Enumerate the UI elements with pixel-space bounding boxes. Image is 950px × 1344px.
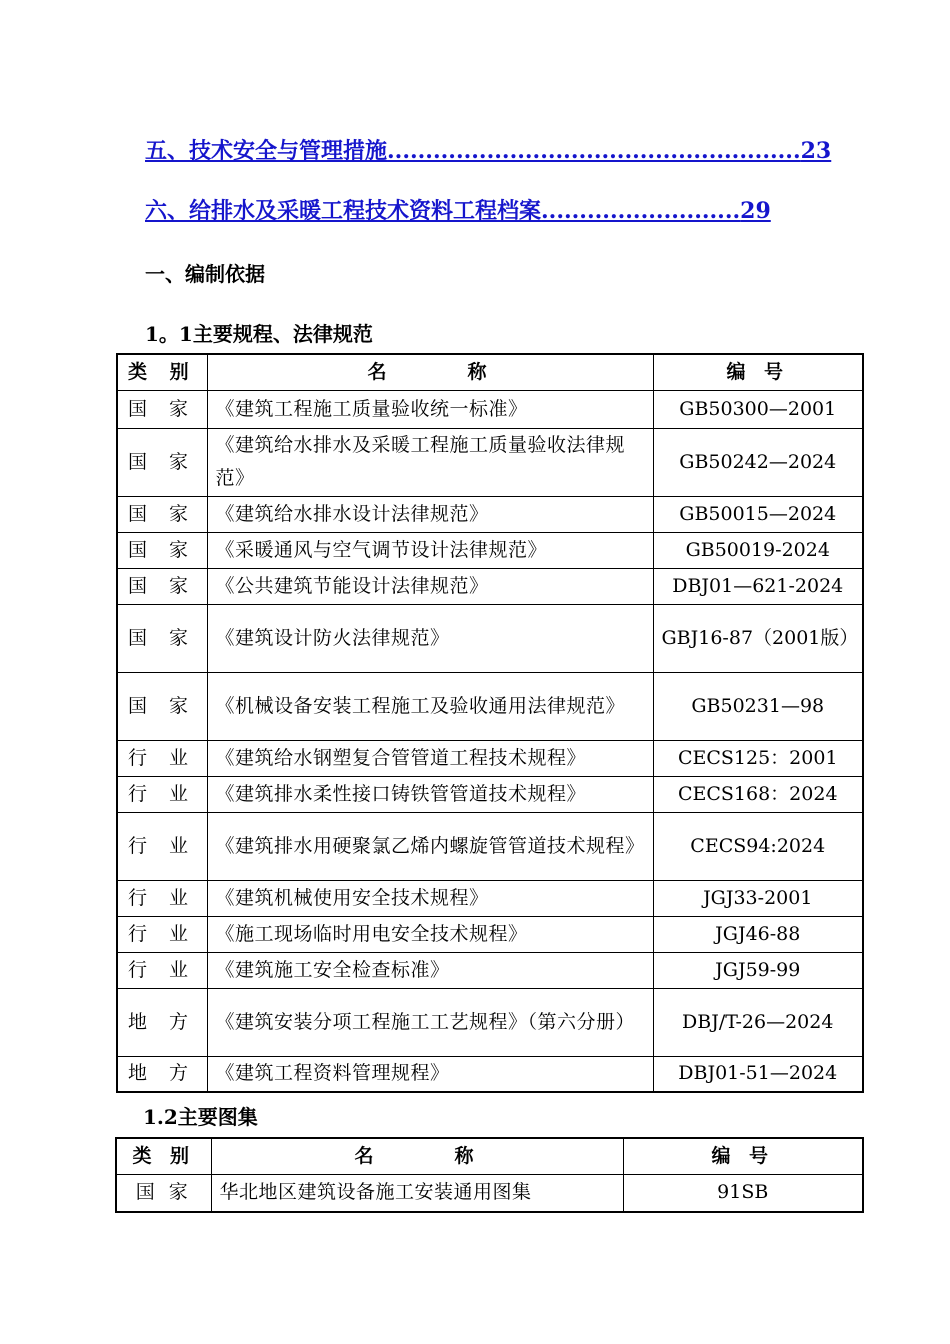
- table-row: [117, 428, 863, 496]
- name-cell: 《建筑给水排水设计法律规范》: [207, 496, 653, 532]
- name-cell: 《建筑排水柔性接口铸铁管管道技术规程》: [207, 776, 653, 812]
- code-cell: GB50231—98: [653, 672, 863, 740]
- header-name: 名 称: [211, 1138, 623, 1174]
- toc-dots: ......................................................: [387, 138, 801, 164]
- code-cell: GBJ16-87（2001版）: [653, 604, 863, 672]
- table-header-row: [117, 354, 863, 390]
- code-cell: JGJ33-2001: [653, 880, 863, 916]
- code-cell: CECS125：2001: [653, 740, 863, 776]
- table-row: [117, 988, 863, 1056]
- subsection-title-regulations: 1。1主要规程、法律规范: [145, 322, 373, 346]
- header-code: 编 号: [653, 354, 863, 390]
- code-cell: DBJ01-51—2024: [653, 1056, 863, 1092]
- table-row: [117, 532, 863, 568]
- name-cell: 《建筑机械使用安全技术规程》: [207, 880, 653, 916]
- name-cell: 《建筑给水钢塑复合管管道工程技术规程》: [207, 740, 653, 776]
- name-cell: 《建筑给水排水及采暖工程施工质量验收法律规范》: [207, 428, 653, 496]
- subsection-title-atlases: 1.2主要图集: [143, 1105, 258, 1129]
- code-cell: DBJ/T-26—2024: [653, 988, 863, 1056]
- table-row: [117, 1056, 863, 1092]
- category-cell: 行 业: [117, 880, 207, 916]
- name-cell: 《机械设备安装工程施工及验收通用法律规范》: [207, 672, 653, 740]
- atlases-table: [115, 1137, 864, 1213]
- toc-entry-6[interactable]: [145, 194, 771, 225]
- code-cell: GB50242—2024: [653, 428, 863, 496]
- name-cell: 华北地区建筑设备施工安装通用图集: [211, 1174, 623, 1212]
- code-cell: GB50015—2024: [653, 496, 863, 532]
- category-cell: 国 家: [116, 1174, 211, 1212]
- name-cell: 《建筑设计防火法律规范》: [207, 604, 653, 672]
- category-cell: 国 家: [117, 568, 207, 604]
- category-cell: 行 业: [117, 812, 207, 880]
- toc-label: 五、技术安全与管理措施: [145, 138, 388, 164]
- name-cell: 《建筑施工安全检查标准》: [207, 952, 653, 988]
- header-code: 编 号: [623, 1138, 863, 1174]
- name-cell: 《建筑安装分项工程施工工艺规程》（第六分册）: [207, 988, 653, 1056]
- toc-entry-5[interactable]: [145, 134, 831, 165]
- code-cell: GB50300—2001: [653, 390, 863, 428]
- header-category: 类 别: [116, 1138, 211, 1174]
- regulations-table: [116, 353, 864, 1093]
- toc-label: 六、给排水及采暖工程技术资料工程档案: [145, 198, 542, 224]
- category-cell: 国 家: [117, 496, 207, 532]
- code-cell: CECS168：2024: [653, 776, 863, 812]
- category-cell: 国 家: [117, 428, 207, 496]
- table-row: [117, 916, 863, 952]
- code-cell: 91SB: [623, 1174, 863, 1212]
- table-row: [117, 390, 863, 428]
- category-cell: 国 家: [117, 672, 207, 740]
- category-cell: 国 家: [117, 532, 207, 568]
- name-cell: 《建筑排水用硬聚氯乙烯内螺旋管管道技术规程》: [207, 812, 653, 880]
- category-cell: 地 方: [117, 988, 207, 1056]
- name-cell: 《采暖通风与空气调节设计法律规范》: [207, 532, 653, 568]
- toc-page-number: 23: [800, 138, 832, 164]
- table-row: [117, 952, 863, 988]
- code-cell: JGJ46-88: [653, 916, 863, 952]
- name-cell: 《公共建筑节能设计法律规范》: [207, 568, 653, 604]
- table-row: [117, 604, 863, 672]
- name-cell: 《建筑工程施工质量验收统一标准》: [207, 390, 653, 428]
- header-name: 名 称: [207, 354, 653, 390]
- table-row: [117, 880, 863, 916]
- category-cell: 行 业: [117, 952, 207, 988]
- table-row: [117, 812, 863, 880]
- category-cell: 国 家: [117, 390, 207, 428]
- code-cell: CECS94:2024: [653, 812, 863, 880]
- table-row: [117, 776, 863, 812]
- table-row: [117, 496, 863, 532]
- code-cell: JGJ59-99: [653, 952, 863, 988]
- category-cell: 行 业: [117, 776, 207, 812]
- code-cell: DBJ01—621-2024: [653, 568, 863, 604]
- table-row: [117, 740, 863, 776]
- category-cell: 行 业: [117, 740, 207, 776]
- toc-dots: ..........................: [541, 198, 741, 224]
- section-title: 一、编制依据: [145, 262, 265, 286]
- table-row: [116, 1174, 863, 1212]
- name-cell: 《建筑工程资料管理规程》: [207, 1056, 653, 1092]
- code-cell: GB50019-2024: [653, 532, 863, 568]
- table-row: [117, 568, 863, 604]
- category-cell: 行 业: [117, 916, 207, 952]
- category-cell: 地 方: [117, 1056, 207, 1092]
- header-category: 类 别: [117, 354, 207, 390]
- name-cell: 《施工现场临时用电安全技术规程》: [207, 916, 653, 952]
- toc-page-number: 29: [740, 198, 771, 224]
- category-cell: 国 家: [117, 604, 207, 672]
- table-header-row: [116, 1138, 863, 1174]
- table-row: [117, 672, 863, 740]
